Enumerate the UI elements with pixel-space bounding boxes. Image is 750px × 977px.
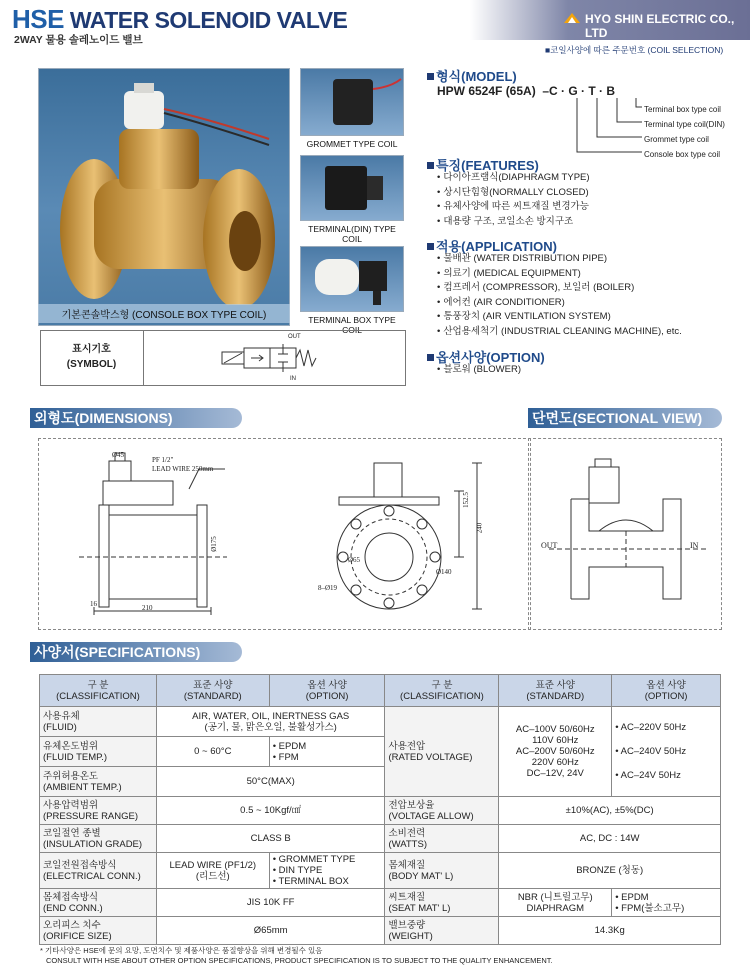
footer-note — [40, 946, 553, 966]
list-item: • 의료기 (MEDICAL EQUIPMENT) — [437, 267, 682, 282]
table-row — [40, 797, 721, 825]
sectional-heading: 단면도(SECTIONAL VIEW) — [528, 408, 722, 428]
table-cell: 0 ~ 60°C — [156, 737, 269, 767]
list-item: • 유체사양에 따른 씨트재질 변경가능 — [437, 200, 590, 215]
footer-line-ko: * 기타사양은 HSE에 문의 요망, 도면치수 및 제품사양은 품질향상을 위해 변경될수 있음 — [40, 946, 323, 955]
table-cell: 소비전력 (WATTS) — [385, 825, 499, 853]
table-cell: CLASS B — [156, 825, 385, 853]
table-cell: 14.3Kg — [499, 917, 721, 945]
table-cell: 구 분 (CLASSIFICATION) — [40, 675, 157, 707]
table-cell: • EPDM • FPM — [269, 737, 385, 767]
option-list — [437, 363, 521, 378]
features-heading-text: 특징(FEATURES) — [436, 158, 539, 173]
table-cell: 코일전원접속방식 (ELECTRICAL CONN.) — [40, 853, 157, 889]
din-coil-photo — [300, 155, 404, 221]
table-cell: 오리피스 치수 (ORIFICE SIZE) — [40, 917, 157, 945]
features-list — [437, 171, 590, 229]
table-cell: 전압보상율 (VOLTAGE ALLOW) — [385, 797, 499, 825]
dimensions-panel — [38, 438, 531, 630]
specifications-table — [39, 674, 721, 945]
table-cell: 옵션 사양 (OPTION) — [269, 675, 385, 707]
dim-d175: Ø175 — [209, 536, 218, 552]
table-cell: AIR, WATER, OIL, INERTNESS GAS (공기, 물, 맑은오일, 불활성가스) — [156, 707, 385, 737]
table-cell: 유체온도범위 (FLUID TEMP.) — [40, 737, 157, 767]
model-note-grommet: Grommet type coil — [644, 135, 709, 144]
list-item: • 대용량 구조, 코일소손 방지구조 — [437, 215, 590, 230]
model-note-console: Console box type coil — [644, 150, 721, 159]
list-item: • 통풍장치 (AIR VENTILATION SYSTEM) — [437, 310, 682, 325]
page-title — [12, 4, 347, 35]
terminal-box-coil-icon — [301, 247, 405, 313]
model-code-text: HPW 6524F (65A) — [437, 84, 536, 98]
table-cell: • AC–220V 50Hz • AC–240V 50Hz • AC–24V 50Hz — [612, 707, 721, 797]
dim-holes: 8–Ø19 — [318, 584, 338, 592]
grommet-coil-icon — [301, 69, 405, 137]
main-photo-caption: 기본콘솔박스형 (CONSOLE BOX TYPE COIL) — [38, 304, 290, 323]
sectional-out-label: OUT — [541, 541, 558, 550]
sectional-in-label: IN — [690, 541, 699, 550]
grommet-coil-caption: GROMMET TYPE COIL — [306, 139, 398, 149]
model-code-notes — [644, 102, 725, 162]
sectional-panel — [528, 438, 722, 630]
table-cell: Ø65mm — [156, 917, 385, 945]
list-item: • 블로워 (BLOWER) — [437, 363, 521, 378]
application-list — [437, 252, 682, 339]
company-name: HYO SHIN ELECTRIC CO., LTD — [585, 12, 735, 40]
list-item: • 산업용세척기 (INDUSTRIAL CLEANING MACHINE), etc. — [437, 325, 682, 340]
grommet-coil-photo — [300, 68, 404, 136]
symbol-out-label: OUT — [288, 334, 301, 340]
table-cell: 주위허용온도 (AMBIENT TEMP.) — [40, 767, 157, 797]
table-cell: 표준 사양 (STANDARD) — [156, 675, 269, 707]
table-row — [40, 853, 721, 889]
din-coil-caption: TERMINAL(DIN) TYPE COIL — [308, 224, 396, 244]
application-heading-text: 적용(APPLICATION) — [436, 239, 557, 254]
dimensions-heading: 외형도(DIMENSIONS) — [30, 408, 242, 428]
table-cell: 코일절연 종별 (INSULATION GRADE) — [40, 825, 157, 853]
table-row — [40, 707, 721, 737]
table-cell: 사용전압 (RATED VOLTAGE) — [385, 707, 499, 797]
table-cell: 0.5 ~ 10Kgf/㎠ — [156, 797, 385, 825]
dim-152: 152.5 — [461, 492, 470, 508]
list-item: • 다이아프램식(DIAPHRAGM TYPE) — [437, 171, 590, 186]
model-note-terminal-box: Terminal box type coil — [644, 105, 721, 114]
brand-text: HSE — [12, 4, 64, 34]
coil-selection-note: ■코일사양에 따른 주문번호 (COIL SELECTION) — [545, 45, 724, 55]
table-header-row — [40, 675, 721, 707]
table-cell: 표준 사양 (STANDARD) — [499, 675, 612, 707]
symbol-label — [40, 330, 144, 386]
table-cell: 옵션 사양 (OPTION) — [612, 675, 721, 707]
solenoid-symbol-icon — [220, 334, 340, 384]
model-note-din: Terminal type coil(DIN) — [644, 120, 725, 129]
model-code-lines-icon — [570, 96, 650, 158]
option-heading-text: 옵션사양(OPTION) — [436, 350, 545, 365]
table-cell: JIS 10K FF — [156, 889, 385, 917]
title-text: WATER SOLENOID VALVE — [69, 7, 348, 33]
model-suffix: –C · G · T · B — [542, 84, 616, 98]
table-cell: LEAD WIRE (PF1/2) (리드선) — [156, 853, 269, 889]
dim-pf: PF 1/2" — [152, 456, 174, 464]
table-cell: AC, DC : 14W — [499, 825, 721, 853]
symbol-in-label: IN — [290, 376, 296, 382]
dim-240: 240 — [475, 522, 484, 534]
dim-d140: Ø140 — [436, 568, 452, 576]
list-item: • 에어컨 (AIR CONDITIONER) — [437, 296, 682, 311]
terminal-box-coil-caption: TERMINAL BOX TYPE COIL — [308, 315, 396, 335]
table-row — [40, 825, 721, 853]
dim-16: 16 — [90, 600, 97, 608]
model-heading-text: 형식(MODEL) — [436, 69, 517, 84]
table-cell: 50°C(MAX) — [156, 767, 385, 797]
table-cell: 밸브중량 (WEIGHT) — [385, 917, 499, 945]
company-logo-icon — [563, 11, 581, 25]
table-row — [40, 889, 721, 917]
table-row — [40, 917, 721, 945]
table-cell: 사용유체 (FLUID) — [40, 707, 157, 737]
dim-d65: Ø65 — [348, 556, 361, 564]
table-cell: 몸체접속방식 (END CONN.) — [40, 889, 157, 917]
symbol-label-en: (SYMBOL) — [66, 359, 117, 370]
symbol-label-ko: 표시기호 — [72, 344, 111, 355]
table-cell: BRONZE (청동) — [499, 853, 721, 889]
table-cell: NBR (니트릴고무) DIAPHRAGM — [499, 889, 612, 917]
table-cell: 몸체재질 (BODY MAT' L) — [385, 853, 499, 889]
page-subtitle: 2WAY 물용 솔레노이드 밸브 — [14, 34, 143, 46]
table-cell: 씨트재질 (SEAT MAT' L) — [385, 889, 499, 917]
dim-lead-wire: LEAD WIRE 250mm — [152, 465, 214, 473]
table-cell: • GROMMET TYPE • DIN TYPE • TERMINAL BOX — [269, 853, 385, 889]
list-item: • 물배관 (WATER DISTRIBUTION PIPE) — [437, 252, 682, 267]
valve-illustration-icon — [39, 69, 291, 305]
sectional-drawing-icon — [529, 439, 723, 631]
list-item: • 상시단힘형(NORMALLY CLOSED) — [437, 186, 590, 201]
specifications-heading: 사양서(SPECIFICATIONS) — [30, 642, 242, 662]
table-cell: • EPDM • FPM(불소고무) — [612, 889, 721, 917]
table-cell: ±10%(AC), ±5%(DC) — [499, 797, 721, 825]
dim-d45: Ø45 — [112, 451, 125, 459]
footer-line-en: CONSULT WITH HSE ABOUT OTHER OPTION SPECIFICATIONS, PRODUCT SPECIFICATION IS TO SUBJECT TO THE QUALITY ENHANCEMENT. — [46, 956, 553, 965]
terminal-box-coil-photo — [300, 246, 404, 312]
din-coil-icon — [301, 156, 405, 222]
dim-210: 210 — [142, 604, 153, 612]
model-heading — [427, 66, 517, 85]
table-cell: AC–100V 50/60Hz 110V 60Hz AC–200V 50/60Hz 220V 60Hz DC–12V, 24V — [499, 707, 612, 797]
main-product-photo — [38, 68, 290, 326]
list-item: • 컴프레서 (COMPRESSOR), 보일러 (BOILER) — [437, 281, 682, 296]
dimensions-drawing-icon — [39, 439, 532, 631]
table-cell: 사용압력범위 (PRESSURE RANGE) — [40, 797, 157, 825]
table-cell: 구 분 (CLASSIFICATION) — [385, 675, 499, 707]
